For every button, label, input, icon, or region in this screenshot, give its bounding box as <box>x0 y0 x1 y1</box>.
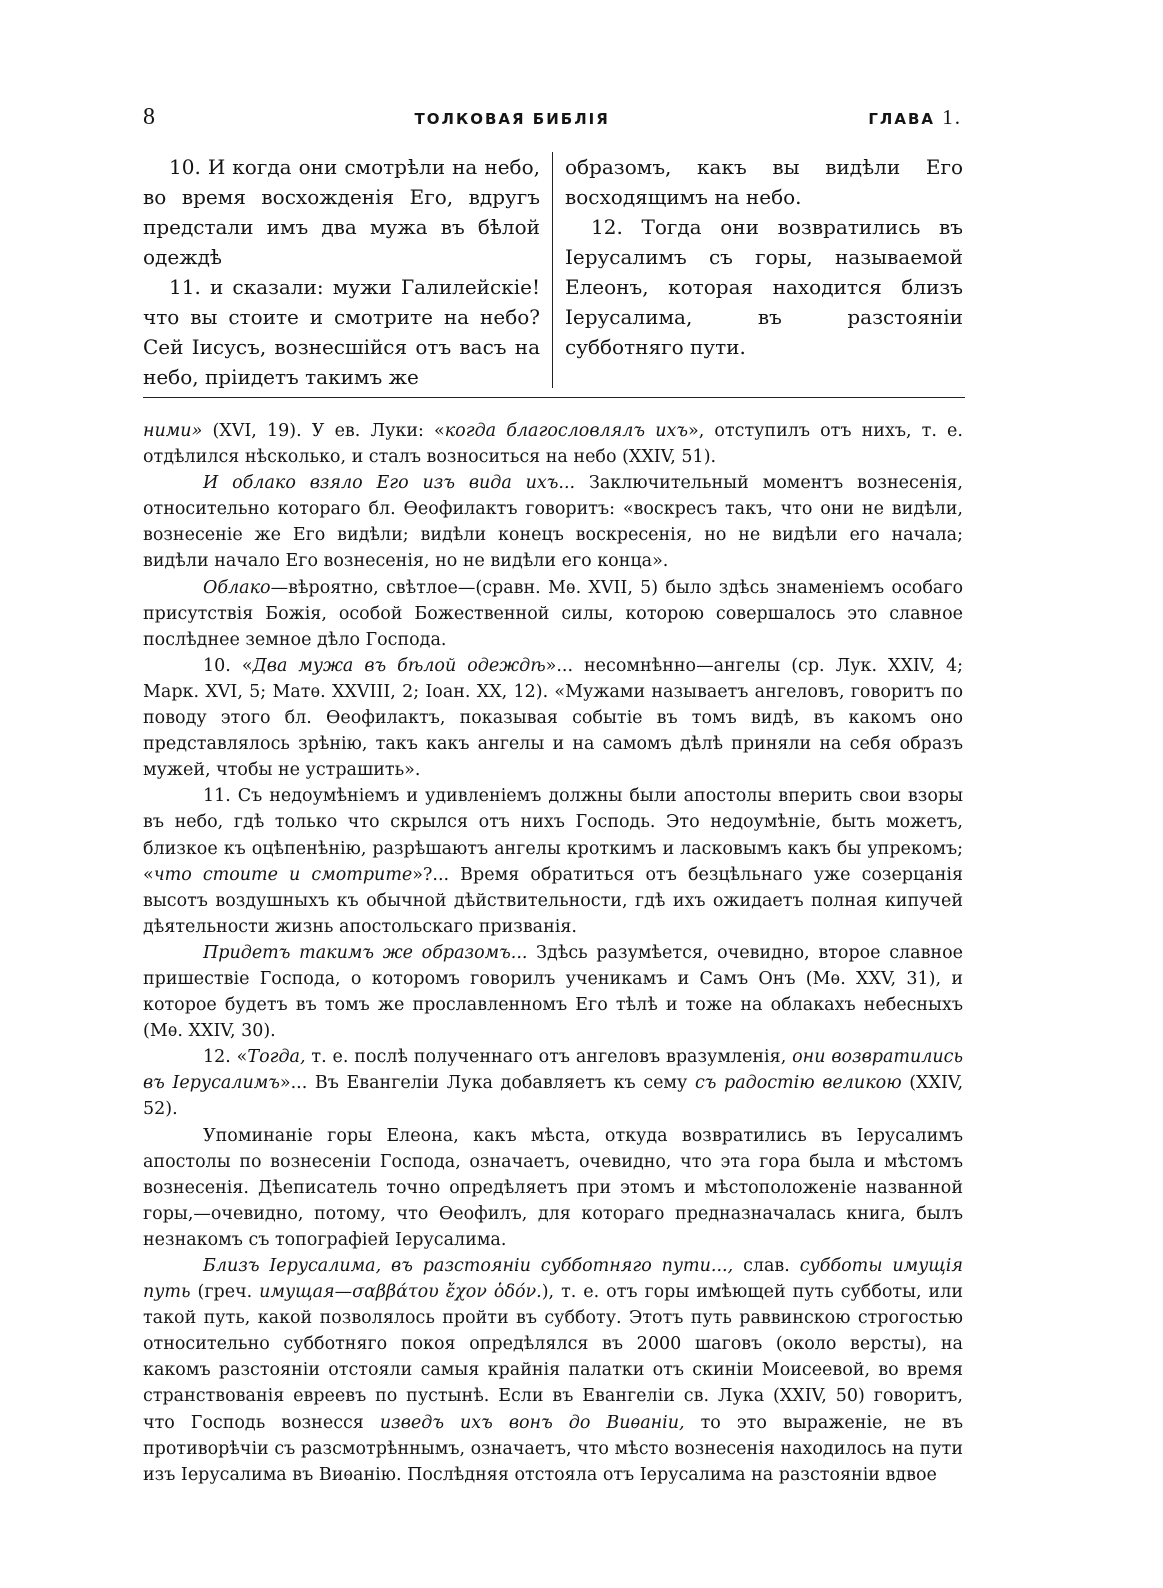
text-run: (XVI, 19). У ев. Луки: « <box>202 421 445 441</box>
chapter-label <box>868 105 962 130</box>
text-run: »?... Время обратиться отъ безцѣльнаго уже созерцанія высотъ воздушныхъ къ обычной дѣйствительности, гдѣ ихъ ожидаетъ полная кипучей дѣятельности жизнь апостольскаго призванія. <box>143 864 963 937</box>
bible-text-columns <box>143 152 963 388</box>
verse-11: 11. и сказали: мужи Галилейскіе! что вы стоите и смотрите на небо? Сей Іисусъ, вознесшійся отъ васъ на небо, пріидетъ такимъ же <box>143 275 540 389</box>
emphasis: они возвратились въ Іерусалимъ <box>143 1047 964 1094</box>
commentary-paragraph <box>143 783 963 940</box>
commentary-paragraph <box>143 653 963 783</box>
verse-10: 10. И когда они смотрѣли на небо, во время восхожденія Его, вдругъ предстали имъ два мужа въ бѣлой одеждѣ <box>143 155 540 269</box>
text-run: т. е. послѣ полученнаго отъ ангеловъ вразумленія, <box>305 1047 793 1068</box>
text-run: »... Въ Евангеліи Лука добавляетъ къ сему <box>279 1073 695 1094</box>
text-run: слав. <box>733 1256 800 1276</box>
text-run: —вѣроятно, свѣтлое—(сравн. Мѳ. XVII, 5) было здѣсь знаменіемъ особаго присутствія Божія, особой Божественной силы, которою совершалось это славное послѣднее земное дѣло Господа. <box>143 577 963 650</box>
text-run: », отступилъ отъ нихъ, т. е. отдѣлился нѣсколько, и сталъ возноситься на небо (XXIV, 51). <box>143 421 963 468</box>
emphasis: Придетъ такимъ же образомъ... <box>203 942 528 963</box>
text-run: 11. Съ недоумѣніемъ и удивленіемъ должны были апостолы вперить свои взоры въ небо, гдѣ только что скрылся отъ нихъ Господь. Это недоумѣніе, быть можетъ, близкое къ оцѣпенѣнію, разрѣшаютъ ангелы кроткимъ и ласковымъ какъ бы упрекомъ; « <box>143 786 963 885</box>
commentary-paragraph <box>143 1044 963 1122</box>
page-number: 8 <box>143 104 156 130</box>
commentary-paragraph <box>143 1253 963 1488</box>
commentary-paragraph <box>143 418 963 470</box>
text-run: (греч. <box>190 1282 260 1303</box>
text-run: 12. « <box>203 1047 248 1068</box>
commentary-paragraph <box>143 470 963 574</box>
commentary-paragraph: Упоминаніе горы Елеона, какъ мѣста, откуда возвратились въ Іерусалимъ апостолы по вознесеніи Господа, означаетъ, очевидно, что эта гора была и мѣстомъ вознесенія. Дѣеписатель точно опредѣляетъ при этомъ и мѣстоположеніе названной горы,—очевидно, потому, что Ѳеофилъ, для котораго предназначалась книга, былъ незнакомъ съ топографіей Іерусалима. <box>143 1125 963 1250</box>
commentary-paragraph <box>143 575 963 653</box>
verse-12: 12. Тогда они возвратились въ Іерусалимъ съ горы, называемой Елеонъ, которая находится близъ Іерусалима, въ разстояніи субботняго пути. <box>565 215 963 359</box>
text-run: то это выраженіе, не въ противорѣчіи съ разсмотрѣннымъ, означаетъ, что мѣсто вознесенія находилось на пути изъ Іерусалима въ Виѳанію. Послѣдняя отстояла отъ Іерусалима на разстояніи вдвое <box>143 1412 964 1485</box>
emphasis: Тогда, <box>247 1047 306 1068</box>
text-run: (XXIV, 52). <box>143 1073 964 1120</box>
emphasis: Два мужа въ бѣлой одеждѣ <box>252 655 546 676</box>
text-run: Здѣсь разумѣется, очевидно, второе славное пришествіе Господа, о которомъ говорилъ ученикамъ и Самъ Онъ (Мѳ. XXV, 31), и которое будетъ въ томъ же прославленномъ Его тѣлѣ и тоже на облакахъ небесныхъ (Мѳ. XXIV, 30). <box>143 942 963 1042</box>
running-header <box>143 104 962 134</box>
emphasis: субботы имущія путь <box>143 1256 963 1303</box>
book-title: ТОЛКОВАЯ БИБЛІЯ <box>414 110 610 128</box>
commentary <box>143 418 963 1488</box>
text-run: »... несомнѣнно—ангелы (ср. Лук. XXIV, 4; Марк. XVI, 5; Матѳ. XXVIII, 2; Іоан. XX, 12). «Мужами называетъ ангеловъ, говоритъ по поводу этого бл. Ѳеофилактъ, показывая событіе въ томъ видѣ, въ какомъ оно представлялось зрѣнію, такъ какъ ангелы и на самомъ дѣлѣ приняли на себя образъ мужей, чтобы не устрашить». <box>143 655 963 781</box>
text-run: ), т. е. отъ горы имѣющей путь субботы, или такой путь, какой позволялось пройти въ субботу. Этотъ путь раввинскою строгостью относительно субботняго покоя опредѣлялся въ 2000 шаговъ (около версты), на какомъ разстояніи отстояли самыя крайнія палатки отъ скиніи Моисеевой, во время странствованія евреевъ по пустынѣ. Если въ Евангеліи св. Лука (XXIV, 50) говоритъ, что Господь вознесся <box>143 1282 963 1433</box>
emphasis: Близъ Іерусалима, въ разстояніи субботняго пути..., <box>203 1256 734 1276</box>
emphasis: имущая—σαββάτου ἔχον ὁδόν. <box>259 1282 542 1303</box>
emphasis: когда благословлялъ ихъ <box>444 421 689 441</box>
bible-text-left-column <box>143 152 553 388</box>
emphasis: изведъ ихъ вонъ до Виѳаніи, <box>379 1412 685 1433</box>
emphasis: ними» <box>143 421 203 441</box>
bible-text-right-column <box>553 152 963 388</box>
chapter-number: 1. <box>942 105 962 129</box>
separator-rule <box>143 397 965 398</box>
text-run: 10. « <box>203 655 253 676</box>
text-run: Заключительный моментъ вознесенія, относительно котораго бл. Ѳеофилактъ говоритъ: «воскресъ такъ, что они не видѣли, вознесеніе же Его видѣли; видѣли конецъ воскресенія, но не видѣли его начала; видѣли начало Его вознесенія, но не видѣли его конца». <box>143 473 963 572</box>
commentary-paragraph <box>143 940 963 1044</box>
verse-11-continued: образомъ, какъ вы видѣли Его восходящимъ на небо. <box>565 155 963 209</box>
emphasis: Облако <box>203 577 271 598</box>
emphasis: что стоите и смотрите <box>153 864 413 885</box>
emphasis: И облако взяло Его изъ вида ихъ... <box>203 473 576 494</box>
emphasis: съ радостію великою <box>694 1073 902 1094</box>
chapter-word: ГЛАВА <box>868 110 936 128</box>
